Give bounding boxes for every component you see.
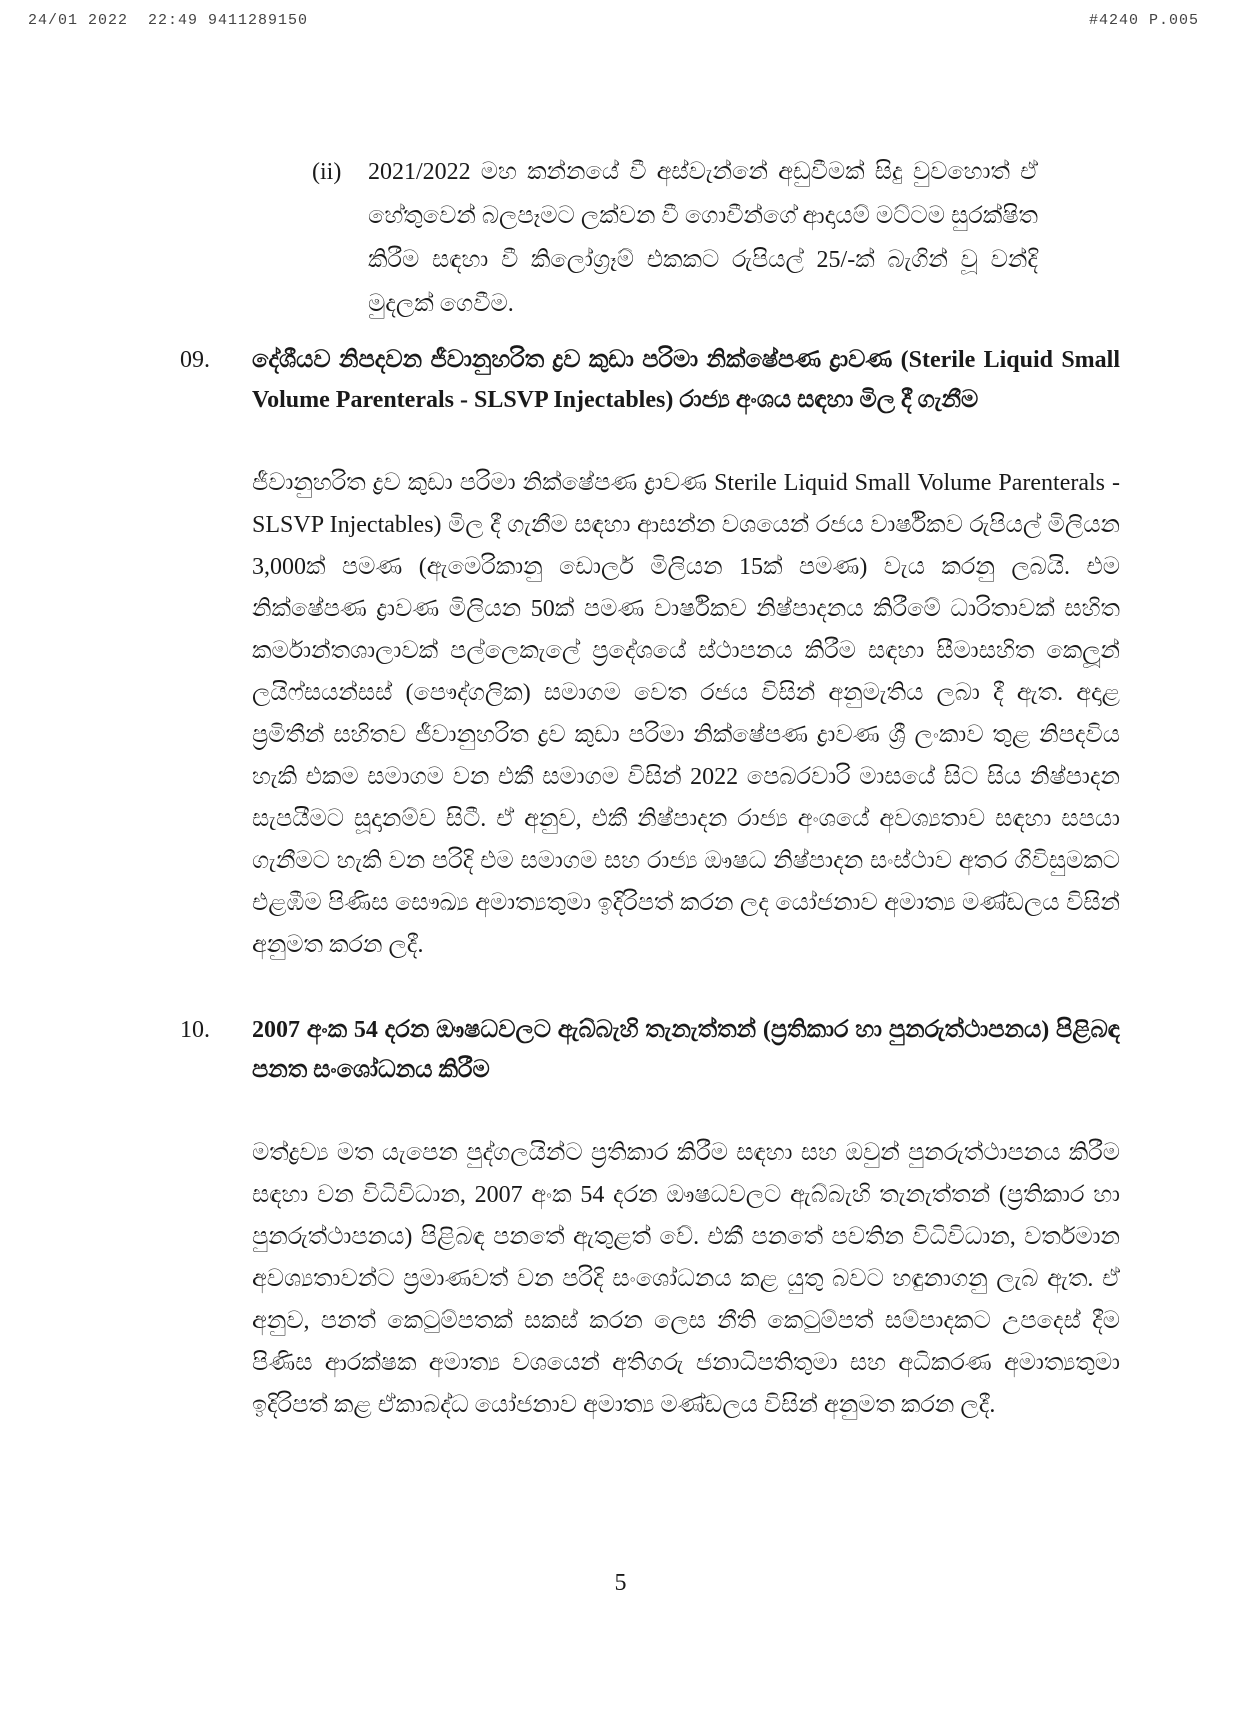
section-10 — [180, 1010, 1120, 1426]
section-number: 09. — [180, 347, 210, 373]
subitem-text: 2021/2022 මහ කන්නයේ වී අස්වැන්නේ අඩුවීමක් සිදු වුවහොත් ඒ හේතුවෙන් බලපෑමට ලක්වන වී ගොවීන්ගේ ආදායම් මට්ටම සුරක්ෂිත කිරීම සඳහා වී කිලෝග්‍රෑම් එකකට රුපියල් 25/-ක් බැගින් වූ වන්දි මුදලක් ගෙවීම. — [368, 159, 1038, 317]
subitem-ii — [312, 150, 1038, 326]
section-title: දේශීයව නිපදවන ජීවානුහරිත ද්‍රව කුඩා පරිමා නික්ෂේපණ ද්‍රාවණ (Sterile Liquid Small Volume Parenterals - SLSVP Injectables) රාජ්‍ය අංශය සඳහා මිල දී ගැනීම — [252, 347, 1120, 413]
section-body: මත්ද්‍රව්‍ය මත යැපෙන පුද්ගලයින්ට ප්‍රතිකාර කිරීම සඳහා සහ ඔවුන් පුනරුත්ථාපනය කිරීම සඳහා වන විධිවිධාන, 2007 අංක 54 දරන ඖෂධවලට ඇබ්බැහි තැනැත්තන් (ප්‍රතිකාර හා පුනරුත්ථාපනය) පිළිබඳ පනතේ ඇතුළත් වේ. එකී පනතේ පවතින විධිවිධාන, වර්තමාන අවශ්‍යතාවන්ට ප්‍රමාණවත් වන පරිදි සංශෝධනය කළ යුතු බවට හඳුනාගනු ලැබ ඇත. ඒ අනුව, පනත් කෙටුම්පතක් සකස් කරන ලෙස නීති කෙටුම්පත් සම්පාදකට උපදෙස් දීම පිණිස ආරක්ෂක අමාත්‍ය වශයෙන් අතිගරු ජනාධිපතිතුමා සහ අධිකරණ අමාත්‍යතුමා ඉදිරිපත් කළ ඒකාබද්ධ යෝජනාව අමාත්‍ය මණ්ඩලය විසින් අනුමත කරන ලදී. — [252, 1140, 1120, 1418]
section-body: ජීවානුහරිත ද්‍රව කුඩා පරිමා නික්ෂේපණ ද්‍රාවණ Sterile Liquid Small Volume Parenterals - SLSVP Injectables) මිල දී ගැනීම සඳහා ආසන්න වශයෙන් රජය වාර්ෂිකව රුපියල් මිලියන 3,000ක් පමණ (ඇමෙරිකානු ඩොලර් මිලියන 15ක් පමණ) වැය කරනු ලබයි. එම නික්ෂේපණ ද්‍රාවණ මිලියන 50ක් පමණ වාර්ෂිකව නිෂ්පාදනය කිරීමේ ධාරිතාවක් සහිත කර්මාන්තශාලාවක් පල්ලෙකැලේ ප්‍රදේශයේ ස්ථාපනය කිරීම සඳහා සීමාසහිත කෙලූන් ලයිෆ්සයන්සස් (පෞද්ගලික) සමාගම වෙත රජය විසින් අනුමැතිය ලබා දී ඇත. අදාළ ප්‍රමිතීන් සහිතව ජීවානුහරිත ද්‍රව කුඩා පරිමා නික්ෂේපණ ද්‍රාවණ ශ්‍රී ලංකාව තුළ නිපදවිය හැකි එකම සමාගම වන එකී සමාගම විසින් 2022 පෙබරවාරි මාසයේ සිට සිය නිෂ්පාදන සැපයීමට සූදානම්ව සිටී. ඒ අනුව, එකී නිෂ්පාදන රාජ්‍ය අංශයේ අවශ්‍යතාව සඳහා සපයා ගැනීමට හැකි වන පරිදි එම සමාගම සහ රාජ්‍ය ඖෂධ නිෂ්පාදන සංස්ථාව අතර ගිවිසුමකට එළඹීම පිණිස සෞඛ්‍ය අමාත්‍යතුමා ඉදිරිපත් කරන ලද යෝජනාව අමාත්‍ය මණ්ඩලය විසින් අනුමත කරන ලදී. — [252, 470, 1120, 958]
fax-page-ref: #4240 P.005 — [1088, 12, 1199, 29]
fax-header — [28, 12, 1199, 38]
fax-timestamp: 24/01 2022 22:49 9411289150 — [28, 12, 309, 29]
page-number: 5 — [614, 1570, 627, 1596]
section-09 — [180, 340, 1120, 966]
subitem-label: (ii) — [312, 159, 342, 185]
section-number: 10. — [180, 1017, 210, 1043]
section-title: 2007 අංක 54 දරන ඖෂධවලට ඇබ්බැහි තැනැත්තන් (ප්‍රතිකාර හා පුනරුත්ථාපනය) පිළිබඳ පනත සංශෝධනය කිරීම — [252, 1017, 1120, 1083]
